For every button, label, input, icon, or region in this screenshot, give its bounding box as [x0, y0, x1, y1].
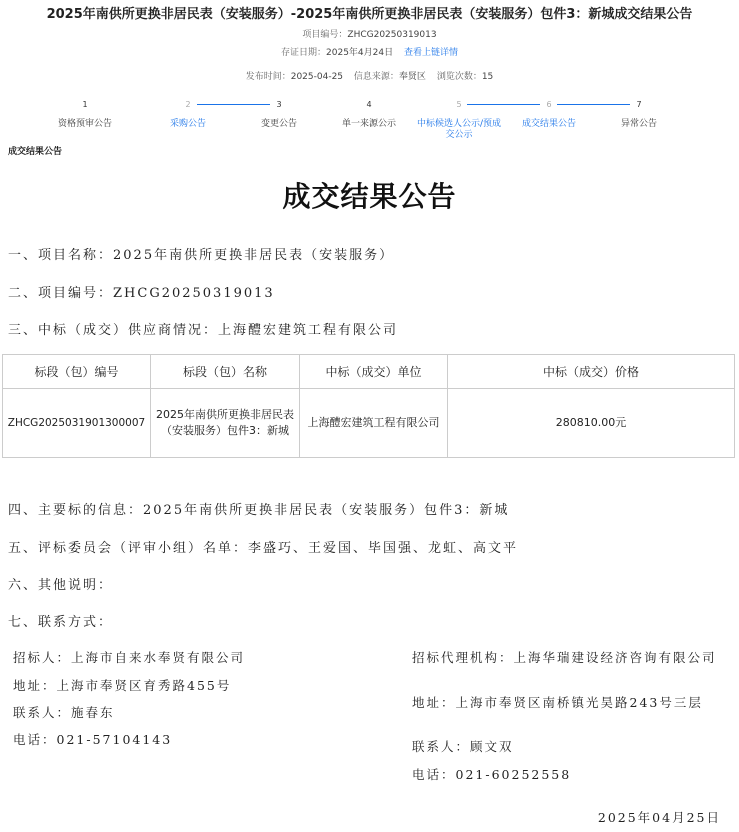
- item-subject: 四、主要标的信息：2025年南供所更换非居民表（安装服务）包件3：新城: [8, 503, 510, 518]
- step-number: 5: [456, 100, 462, 109]
- project-code-label: 项目编号：: [302, 30, 348, 40]
- page-title: 2025年南供所更换非居民表（安装服务）-2025年南供所更换非居民表（安装服务）包件3：新城成交结果公告: [46, 7, 693, 22]
- result-table: [2, 354, 735, 458]
- item-contact: 七、联系方式：: [8, 615, 114, 630]
- table-header-row: [3, 355, 735, 389]
- contact-tenderer-person: 联系人：施春东: [13, 705, 115, 720]
- evidence-date-value: 2025年4月24日: [326, 48, 394, 58]
- views-value: 15: [481, 72, 494, 82]
- step-procurement[interactable]: [143, 99, 233, 130]
- cell-winner: 上海醴宏建筑工程有限公司: [300, 389, 448, 458]
- contact-tenderer: 招标人：上海市自来水奉贤有限公司: [13, 650, 246, 665]
- publish-info-row: [0, 69, 739, 82]
- source-label: 信息来源：: [353, 72, 399, 82]
- step-label: 资格预审公告: [57, 119, 112, 129]
- section-tag: 成交结果公告: [8, 147, 63, 157]
- step-number: 2: [185, 100, 191, 109]
- evidence-row: [0, 45, 739, 58]
- project-code-value: ZHCG20250319013: [347, 30, 437, 40]
- step-label: 中标候选人公示/预成交公示: [416, 119, 502, 140]
- cell-lot-code: ZHCG2025031901300007: [3, 389, 151, 458]
- step-label: 单一来源公示: [341, 119, 396, 129]
- contact-tenderer-address: 地址：上海市奉贤区育秀路455号: [13, 678, 232, 693]
- step-candidate[interactable]: [414, 99, 504, 141]
- item-committee: 五、评标委员会（评审小组）名单：李盛巧、王爱国、毕国强、龙虹、高文平: [8, 541, 519, 556]
- step-single-source[interactable]: [324, 99, 414, 130]
- publish-time-label: 发布时间：: [245, 72, 291, 82]
- process-steps: [40, 99, 700, 149]
- col-header: 标段（包）名称: [151, 355, 300, 389]
- contact-agency-address: 地址：上海市奉贤区南桥镇光昊路243号三层: [412, 695, 703, 710]
- step-label: 变更公告: [260, 119, 297, 129]
- cell-lot-name: 2025年南供所更换非居民表（安装服务）包件3：新城: [151, 389, 300, 458]
- col-header: 中标（成交）单位: [300, 355, 448, 389]
- step-label: 采购公告: [169, 119, 206, 129]
- step-number: 4: [366, 100, 372, 109]
- publish-time-value: 2025-04-25: [290, 72, 344, 82]
- item-project-code: 二、项目编号：ZHCG20250319013: [8, 286, 275, 301]
- announcement-date: 2025年04月25日: [597, 810, 721, 825]
- step-prequalification[interactable]: [40, 99, 130, 130]
- project-code-row: [0, 27, 739, 40]
- col-header: 中标（成交）价格: [448, 355, 735, 389]
- chain-detail-link[interactable]: 查看上链详情: [403, 48, 458, 58]
- table-row: [3, 389, 735, 458]
- col-header: 标段（包）编号: [3, 355, 151, 389]
- step-result[interactable]: [504, 99, 594, 130]
- step-change[interactable]: [234, 99, 324, 130]
- step-label: 异常公告: [620, 119, 657, 129]
- contact-agency-phone: 电话：021-60252558: [412, 767, 572, 782]
- step-number: 6: [546, 100, 552, 109]
- contact-agency: 招标代理机构：上海华瑞建设经济咨询有限公司: [412, 650, 717, 665]
- step-number: 3: [276, 100, 282, 109]
- evidence-date-label: 存证日期：: [281, 48, 327, 58]
- contact-tenderer-phone: 电话：021-57104143: [13, 732, 173, 747]
- announcement-title: 成交结果公告: [282, 180, 457, 213]
- item-project-name: 一、项目名称：2025年南供所更换非居民表（安装服务）: [8, 248, 395, 263]
- contact-agency-person: 联系人：顾文双: [412, 739, 514, 754]
- step-abnormal[interactable]: [594, 99, 684, 130]
- views-label: 浏览次数：: [436, 72, 482, 82]
- item-other: 六、其他说明：: [8, 578, 114, 593]
- source-value: 奉贤区: [398, 72, 426, 82]
- item-supplier: 三、中标（成交）供应商情况：上海醴宏建筑工程有限公司: [8, 323, 399, 338]
- cell-price: 280810.00元: [448, 389, 735, 458]
- step-label: 成交结果公告: [521, 119, 576, 129]
- step-number: 7: [636, 100, 642, 109]
- step-number: 1: [82, 100, 88, 109]
